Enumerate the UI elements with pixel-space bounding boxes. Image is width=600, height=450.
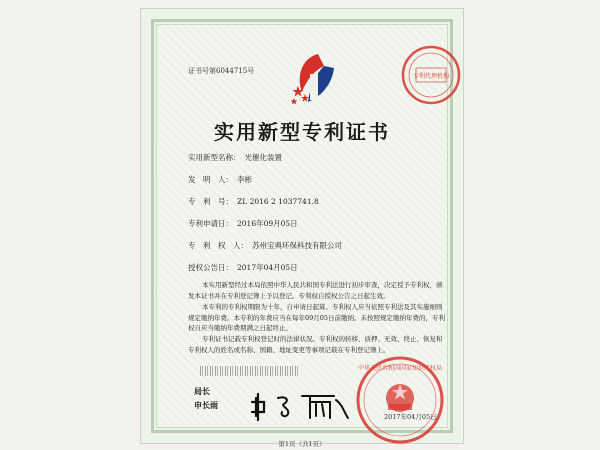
- field-inventor: [188, 174, 252, 185]
- certificate-number: 证书号第6044715号: [188, 67, 255, 75]
- director-title: 局长: [194, 386, 210, 396]
- director-signature: [250, 390, 354, 422]
- field-value: 2016年09月05日: [237, 219, 298, 228]
- field-value: 苏州宝典环保科技有限公司: [252, 241, 342, 250]
- paragraph-term: 本专利的专利权期限为十年，自申请日起算。专利权人应当依照专利法及其实施细则规定缴纳年费。本专利的年费应当在每年09月05日前缴纳。未按照规定缴纳年费的，专利权自应当缴纳年费期满之日起终止。: [188, 303, 446, 332]
- paragraph-register: 专利证书记载专利权登记时的法律状况。专利权的转移、质押、无效、终止、恢复和专利权人的姓名或名称、国籍、地址变更等事项记载在专利登记簿上。: [188, 335, 443, 354]
- field-utility-model-name: [188, 152, 282, 163]
- certificate-title: 实用新型专利证书: [214, 120, 390, 144]
- field-label: 专 利 号：: [188, 197, 233, 206]
- patent-office-logo-icon: [288, 50, 348, 108]
- field-patent-number: [188, 196, 319, 207]
- paragraph-grant: 本实用新型经过本局依照中华人民共和国专利法进行初步审查，决定授予专利权，颁发本证书并在专利登记簿上予以登记。专利权自授权公告之日起生效。: [188, 281, 443, 300]
- field-value: 光催化装置: [244, 153, 282, 162]
- certificate-paper: [140, 8, 464, 448]
- field-value: ZL 2016 2 1037741.8: [237, 197, 319, 206]
- field-label: 发 明 人：: [188, 175, 233, 184]
- field-value: 2017年04月05日: [237, 263, 298, 272]
- field-label: 专利申请日：: [188, 219, 233, 228]
- barcode: [200, 366, 300, 376]
- field-label: 专 利 权 人：: [188, 241, 248, 250]
- field-value: 李彬: [237, 175, 252, 184]
- agency-stamp-icon: [400, 44, 462, 106]
- agency-stamp-text: 专利代理机构: [412, 73, 450, 80]
- field-application-date: [188, 218, 298, 229]
- field-label: 授权公告日：: [188, 263, 233, 272]
- field-patentee: [188, 240, 342, 251]
- director-name: 申长雨: [194, 400, 218, 410]
- seal-text: 中华人民共和国国家知识产权局: [357, 365, 443, 372]
- field-label: 实用新型名称：: [188, 153, 241, 162]
- page-number: 第1页（共1页）: [278, 440, 326, 448]
- seal-date: 2017年04月05日: [384, 413, 437, 421]
- national-office-seal-icon: [354, 354, 446, 446]
- certificate-frame: [151, 19, 453, 448]
- field-grant-date: [188, 262, 298, 273]
